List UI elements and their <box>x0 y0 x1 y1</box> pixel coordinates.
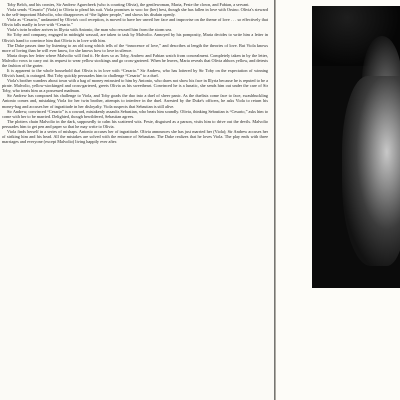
paragraph: Viola's twin brother arrives in Illyria with Antonio, the man who rescued him from the storm sea. <box>7 27 173 33</box>
paragraph: Viola sends “Cesario” (Viola) to Olivia to plead his suit. Viola promises to woo for (her) best, though she has fallen in love with Orsino. Olivia's steward is the self-important Malvolio, who disapproves of “the lighter people,” and shows his disdain openly. <box>2 7 268 18</box>
paragraph: Viola's brother wanders about town with a bag of money entrusted to him by Antonio, who dares not show his face in Illyria because he is reputed to be a pirate. Malvolio, yellow-stockinged and cross-gartered, greets Olivia as his sweetheart. Convinced he is a lunatic, she sends him out under the care of Sir Toby, who treats him as a possessed madman. <box>2 78 268 94</box>
paragraph: Sir Toby and company, engaged in midnight wassail, are taken to task by Malvolio. Annoyed by his pomposity, Maria decides to write him a letter in Olivia's hand to convince him that Olivia is in love with him. <box>2 32 268 43</box>
portrait-photo <box>312 6 400 288</box>
paragraph: Sir Andrew, convinced “Cesario” is a coward, mistakenly assaults Sebastian, who beats him soundly. Olivia, thinking Sebastian is “Cesario,” asks him to come with her to be married. Delighted, though bewildered, Sebastian agrees. <box>2 108 268 119</box>
paragraph: Viola as “Cesario,” undaunted by Olivia's cool reception, is moved to have her unveil her face and improvise on the theme of love . . . so effectively that Olivia falls madly in love with “Cesario.” <box>2 17 268 28</box>
paragraph: Sir Andrew has composed his challenge to Viola, and Toby goads the duo into a duel of sheer panic. As the duelists come face to face, swashbuckling Antonio comes and, mistaking Viola for her twin brother, attempts to interfere in the duel. Arrested by the Duke's officers, he asks Viola to return his money-bag and accuses her of ingratitude in her disloyalty. Viola suspects that Sebastian is still alive. <box>2 93 268 109</box>
paragraph: Toby Belch, and his cronies, Sir Andrew Aguecheek (who is courting Olivia), the gentlewoman, Maria, Feste the clown, and Fabian, a servant. <box>7 2 250 7</box>
paragraph: The plotters chain Malvolio in the dark, supposedly to calm his scattered wits. Feste, disguised as a parson, visits him to drive out the devils. Malvolio persuades him to get pen and paper so that he may write to Olivia. <box>2 118 268 129</box>
paragraph: Viola finds herself in a series of mishaps. Antonio accuses her of ingratitude. Olivia announces she has just married her (Viola); Sir Andrew accuses her of striking him and his head. All the mistakes are solved with the entrance of Sebastian. The Duke realizes that he loves Viola. The play ends with three marriages and everyone (except Malvolio) living happily ever after. <box>2 128 268 145</box>
synopsis-text <box>2 2 268 398</box>
paragraph: The Duke passes time by listening to an old song which tells of the “innocence of love,” and describes at length the theories of love. But Viola knows more of loving than he will ever know, for she knows how to love in silence. <box>2 42 268 53</box>
photo-face-highlight <box>342 76 400 266</box>
paragraph: It is apparent to the whole household that Olivia is in love with “Cesario.” Sir Andrew, who has loitered by Sir Toby on the expectation of winning Olivia's hand, is outraged. But Toby quickly persuades him to challenge “Cesario” to a duel. <box>2 68 268 79</box>
paragraph: Maria drops her letter where Malvolio will find it. He does so as Toby, Andrew and Fabian watch from concealment. Completely taken in by the letter, Malvolio vows to carry out its request to wear yellow stockings and go cross-gartered. When he leaves, Maria reveals that Olivia abhors yellow, and detests the fashion of the garter. <box>2 52 268 68</box>
